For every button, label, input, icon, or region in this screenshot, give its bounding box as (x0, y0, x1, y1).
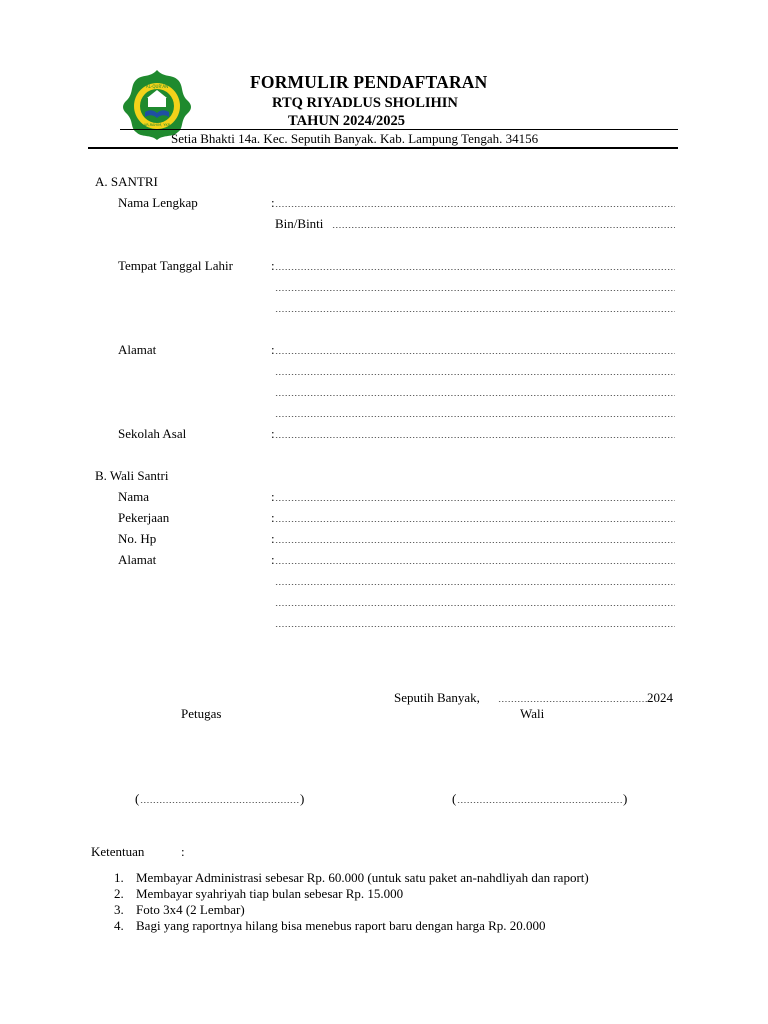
ketentuan-item-3: Foto 3x4 (2 Lembar) (136, 902, 245, 917)
ketentuan-colon: : (181, 844, 185, 859)
petugas-signature-open-paren: ( (135, 791, 140, 806)
wali-signature-close-paren: ) (623, 791, 628, 806)
ketentuan-number-2: 2. (114, 886, 124, 901)
colon: : (271, 531, 275, 546)
label-bin-binti: Bin/Binti (275, 216, 324, 231)
ketentuan-item-4: Bagi yang raportnya hilang bisa menebus raport baru dengan harga Rp. 20.000 (136, 918, 546, 933)
field-ttl-line-1[interactable] (275, 258, 675, 270)
date-year: 2024 (647, 690, 673, 705)
section-a-heading: A. SANTRI (95, 174, 158, 189)
colon: : (271, 489, 275, 504)
field-sekolah-asal[interactable] (275, 426, 675, 438)
field-nama-lengkap[interactable] (275, 195, 675, 207)
ketentuan-item-1: Membayar Administrasi sebesar Rp. 60.000 (untuk satu paket an-nahdliyah dan raport) (136, 870, 589, 885)
label-nama-lengkap: Nama Lengkap (118, 195, 198, 210)
colon: : (271, 510, 275, 525)
ketentuan-label: Ketentuan (91, 844, 145, 859)
field-alamat-santri-line-4[interactable] (275, 405, 675, 417)
field-date[interactable] (498, 690, 647, 702)
field-ttl-line-2[interactable] (275, 279, 675, 291)
field-alamat-santri-line-2[interactable] (275, 363, 675, 375)
field-bin-binti[interactable] (332, 216, 675, 228)
header-rule-thick (88, 147, 678, 149)
field-alamat-santri-line-3[interactable] (275, 384, 675, 396)
label-sekolah-asal: Sekolah Asal (118, 426, 187, 441)
label-wali: Wali (520, 706, 545, 721)
field-no-hp[interactable] (275, 531, 675, 543)
colon: : (271, 195, 275, 210)
place-date-prefix: Seputih Banyak, (394, 690, 480, 705)
colon: : (271, 552, 275, 567)
field-alamat-wali-line-1[interactable] (275, 552, 675, 564)
header-rule-thin (120, 129, 678, 130)
colon: : (271, 258, 275, 273)
label-petugas: Petugas (181, 706, 222, 721)
academic-year: TAHUN 2024/2025 (288, 113, 405, 129)
label-alamat-wali: Alamat (118, 552, 157, 567)
label-pekerjaan: Pekerjaan (118, 510, 170, 525)
svg-text:AL-QUR'AN: AL-QUR'AN (145, 84, 169, 89)
ketentuan-number-4: 4. (114, 918, 124, 933)
institution-name: RTQ RIYADLUS SHOLIHIN (272, 95, 458, 111)
wali-signature-open-paren: ( (452, 791, 457, 806)
field-nama-wali[interactable] (275, 489, 675, 501)
ketentuan-item-2: Membayar syahriyah tiap bulan sebesar Rp. 15.000 (136, 886, 404, 901)
form-title: FORMULIR PENDAFTARAN (250, 72, 488, 92)
label-no-hp: No. Hp (118, 531, 157, 546)
label-alamat-santri: Alamat (118, 342, 157, 357)
petugas-signature-field[interactable] (140, 791, 300, 803)
petugas-signature-close-paren: ) (300, 791, 305, 806)
colon: : (271, 342, 275, 357)
ketentuan-number-3: 3. (114, 902, 124, 917)
wali-signature-field[interactable] (457, 791, 623, 803)
header-address: Setia Bhakti 14a. Kec. Seputih Banyak. Kab. Lampung Tengah. 34156 (171, 131, 539, 146)
field-pekerjaan[interactable] (275, 510, 675, 522)
colon: : (271, 426, 275, 441)
field-alamat-wali-line-3[interactable] (275, 594, 675, 606)
field-alamat-wali-line-2[interactable] (275, 573, 675, 585)
label-tempat-tanggal-lahir: Tempat Tanggal Lahir (118, 258, 233, 273)
field-alamat-santri-line-1[interactable] (275, 342, 675, 354)
label-nama-wali: Nama (118, 489, 150, 504)
field-ttl-line-3[interactable] (275, 300, 675, 312)
section-b-heading: B. Wali Santri (95, 468, 169, 483)
ketentuan-number-1: 1. (114, 870, 124, 885)
field-alamat-wali-line-4[interactable] (275, 615, 675, 627)
svg-text:AR-RAHIM, YKR: AR-RAHIM, YKR (143, 123, 171, 127)
